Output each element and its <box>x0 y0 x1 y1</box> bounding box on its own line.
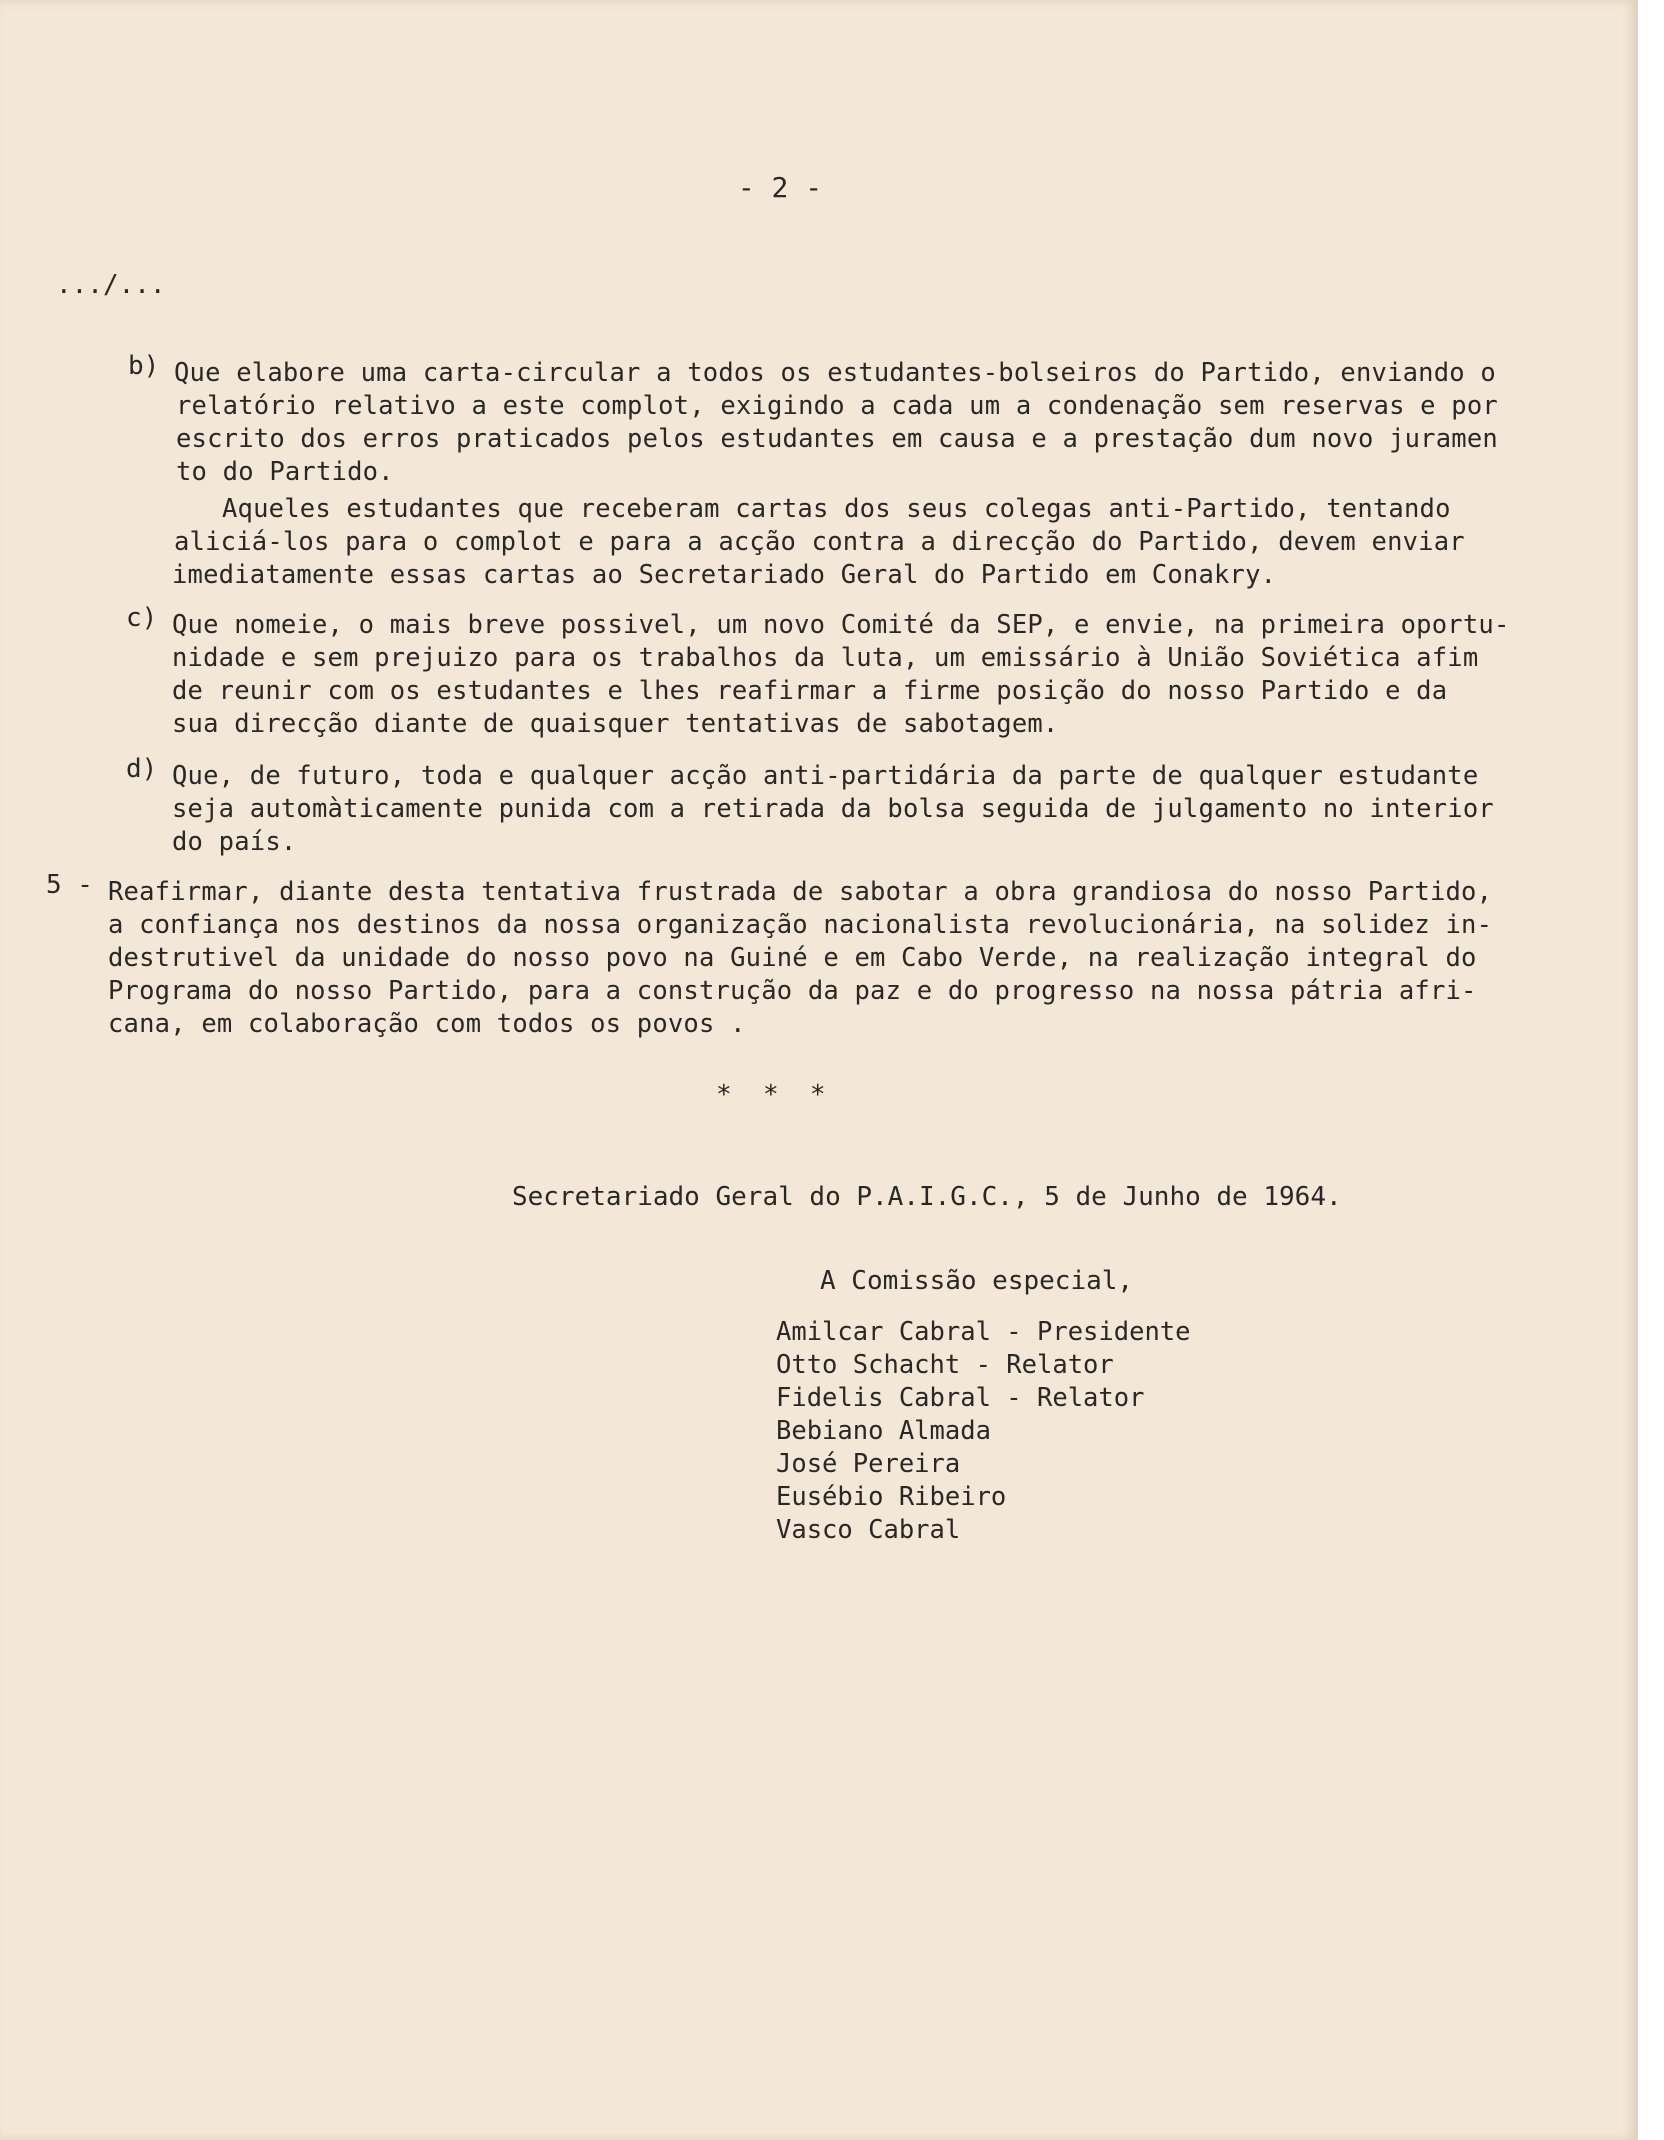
item-c-line: sua direcção diante de quaisquer tentativas de sabotagem. <box>172 709 1059 739</box>
item-d-line: seja automàticamente punida com a retirada da bolsa seguida de julgamento no interior <box>172 794 1494 824</box>
item-c-line: nidade e sem prejuizo para os trabalhos da luta, um emissário à União Soviética afim <box>172 643 1479 673</box>
continuation-mark: .../... <box>56 270 166 300</box>
item-5-line: Reafirmar, diante desta tentativa frustrada de sabotar a obra grandiosa do nosso Partido, <box>108 877 1493 907</box>
signatory: José Pereira <box>776 1449 961 1479</box>
item-5-line: cana, em colaboração com todos os povos . <box>108 1009 746 1039</box>
section-separator: * * * <box>716 1080 826 1110</box>
dateline: Secretariado Geral do P.A.I.G.C., 5 de Junho de 1964. <box>512 1182 1342 1212</box>
item-5-line: Programa do nosso Partido, para a construção da paz e do progresso na nossa pátria afri- <box>108 976 1477 1006</box>
signatory: Bebiano Almada <box>776 1416 991 1446</box>
item-b-line: relatório relativo a este complot, exigindo a cada um a condenação sem reservas e por <box>176 391 1498 421</box>
item-b-line: imediatamente essas cartas ao Secretariado Geral do Partido em Conakry. <box>172 560 1277 590</box>
item-c-line: Que nomeie, o mais breve possivel, um novo Comité da SEP, e envie, na primeira oportu- <box>172 610 1510 640</box>
item-5-line: destrutivel da unidade do nosso povo na Guiné e em Cabo Verde, na realização integral do <box>108 943 1477 973</box>
item-c-label: c) <box>126 603 158 633</box>
item-b-line: aliciá-los para o complot e para a acção contra a direcção do Partido, devem enviar <box>174 527 1465 557</box>
item-b-line: Aqueles estudantes que receberam cartas dos seus colegas anti-Partido, tentando <box>222 494 1451 524</box>
item-5-line: a confiança nos destinos da nossa organização nacionalista revolucionária, na solidez in- <box>108 910 1493 940</box>
item-b-line: Que elabore uma carta-circular a todos os estudantes-bolseiros do Partido, enviando o <box>174 358 1496 388</box>
item-b-line: to do Partido. <box>176 457 394 487</box>
signatory: Amilcar Cabral - Presidente <box>776 1317 1191 1347</box>
item-d-label: d) <box>126 754 158 784</box>
item-5-label: 5 - <box>46 870 93 900</box>
item-d-line: Que, de futuro, toda e qualquer acção anti-partidária da parte de qualquer estudante <box>172 761 1479 791</box>
signatory: Fidelis Cabral - Relator <box>776 1383 1145 1413</box>
item-b-label: b) <box>128 351 160 381</box>
signatory: Vasco Cabral <box>776 1515 961 1545</box>
item-d-line: do país. <box>172 827 297 857</box>
signatory: Otto Schacht - Relator <box>776 1350 1114 1380</box>
page-number: - 2 - <box>737 171 823 204</box>
item-c-line: de reunir com os estudantes e lhes reafirmar a firme posição do nosso Partido e da <box>172 676 1448 706</box>
commission-header: A Comissão especial, <box>820 1266 1134 1296</box>
item-b-line: escrito dos erros praticados pelos estudantes em causa e a prestação dum novo juramen <box>176 424 1498 454</box>
signatory: Eusébio Ribeiro <box>776 1482 1007 1512</box>
